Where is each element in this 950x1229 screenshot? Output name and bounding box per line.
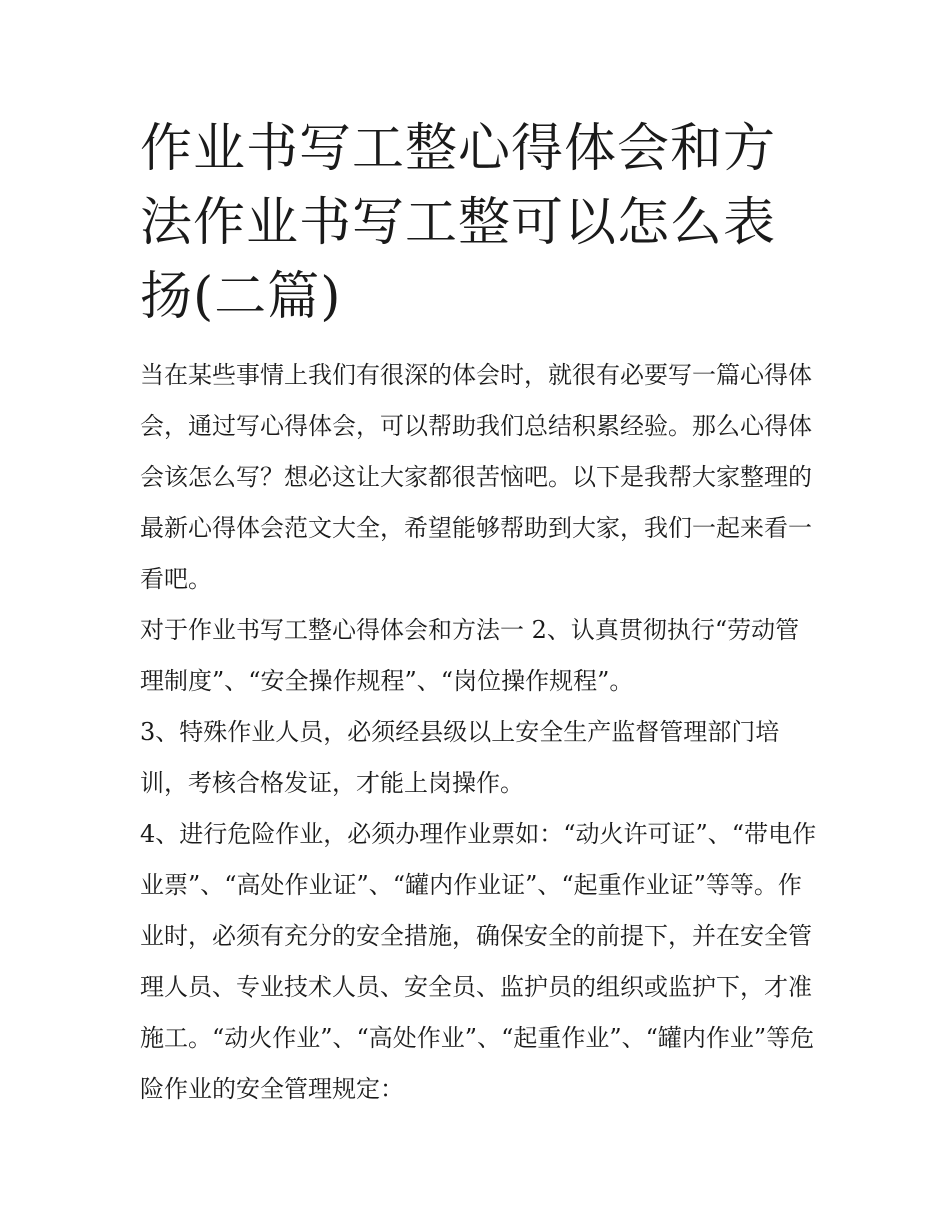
paragraph-item-2: 对于作业书写工整心得体会和方法一 2、认真贯彻执行“劳动管理制度”、“安全操作规程”、“岗位操作规程”。 — [140, 616, 800, 695]
document-page — [140, 112, 820, 1115]
document-title: 作业书写工整心得体会和方法作业书写工整可以怎么表扬(二篇) — [140, 119, 777, 327]
paragraph-item-3: 3、特殊作业人员，必须经县级以上安全生产监督管理部门培训，考核合格发证，才能上岗操作。 — [140, 718, 780, 797]
paragraph-intro: 当在某些事情上我们有很深的体会时，就很有必要写一篇心得体会，通过写心得体会，可以帮助我们总结积累经验。那么心得体会该怎么写？想必这让大家都很苦恼吧。以下是我帮大家整理的最新心得体会范文大全，希望能够帮助到大家，我们一起来看一看吧。 — [140, 361, 812, 593]
paragraph-item-4: 4、进行危险作业，必须办理作业票如：“动火许可证”、“带电作业票”、“高处作业证”、“罐内作业证”、“起重作业证”等等。作业时，必须有充分的安全措施，确保安全的前提下，并在安全管理人员、专业技术人员、安全员、监护员的组织或监护下，才准施工。“动火作业”、“高处作业”、“起重作业”、“罐内作业”等危险作业的安全管理规定： — [140, 820, 817, 1103]
